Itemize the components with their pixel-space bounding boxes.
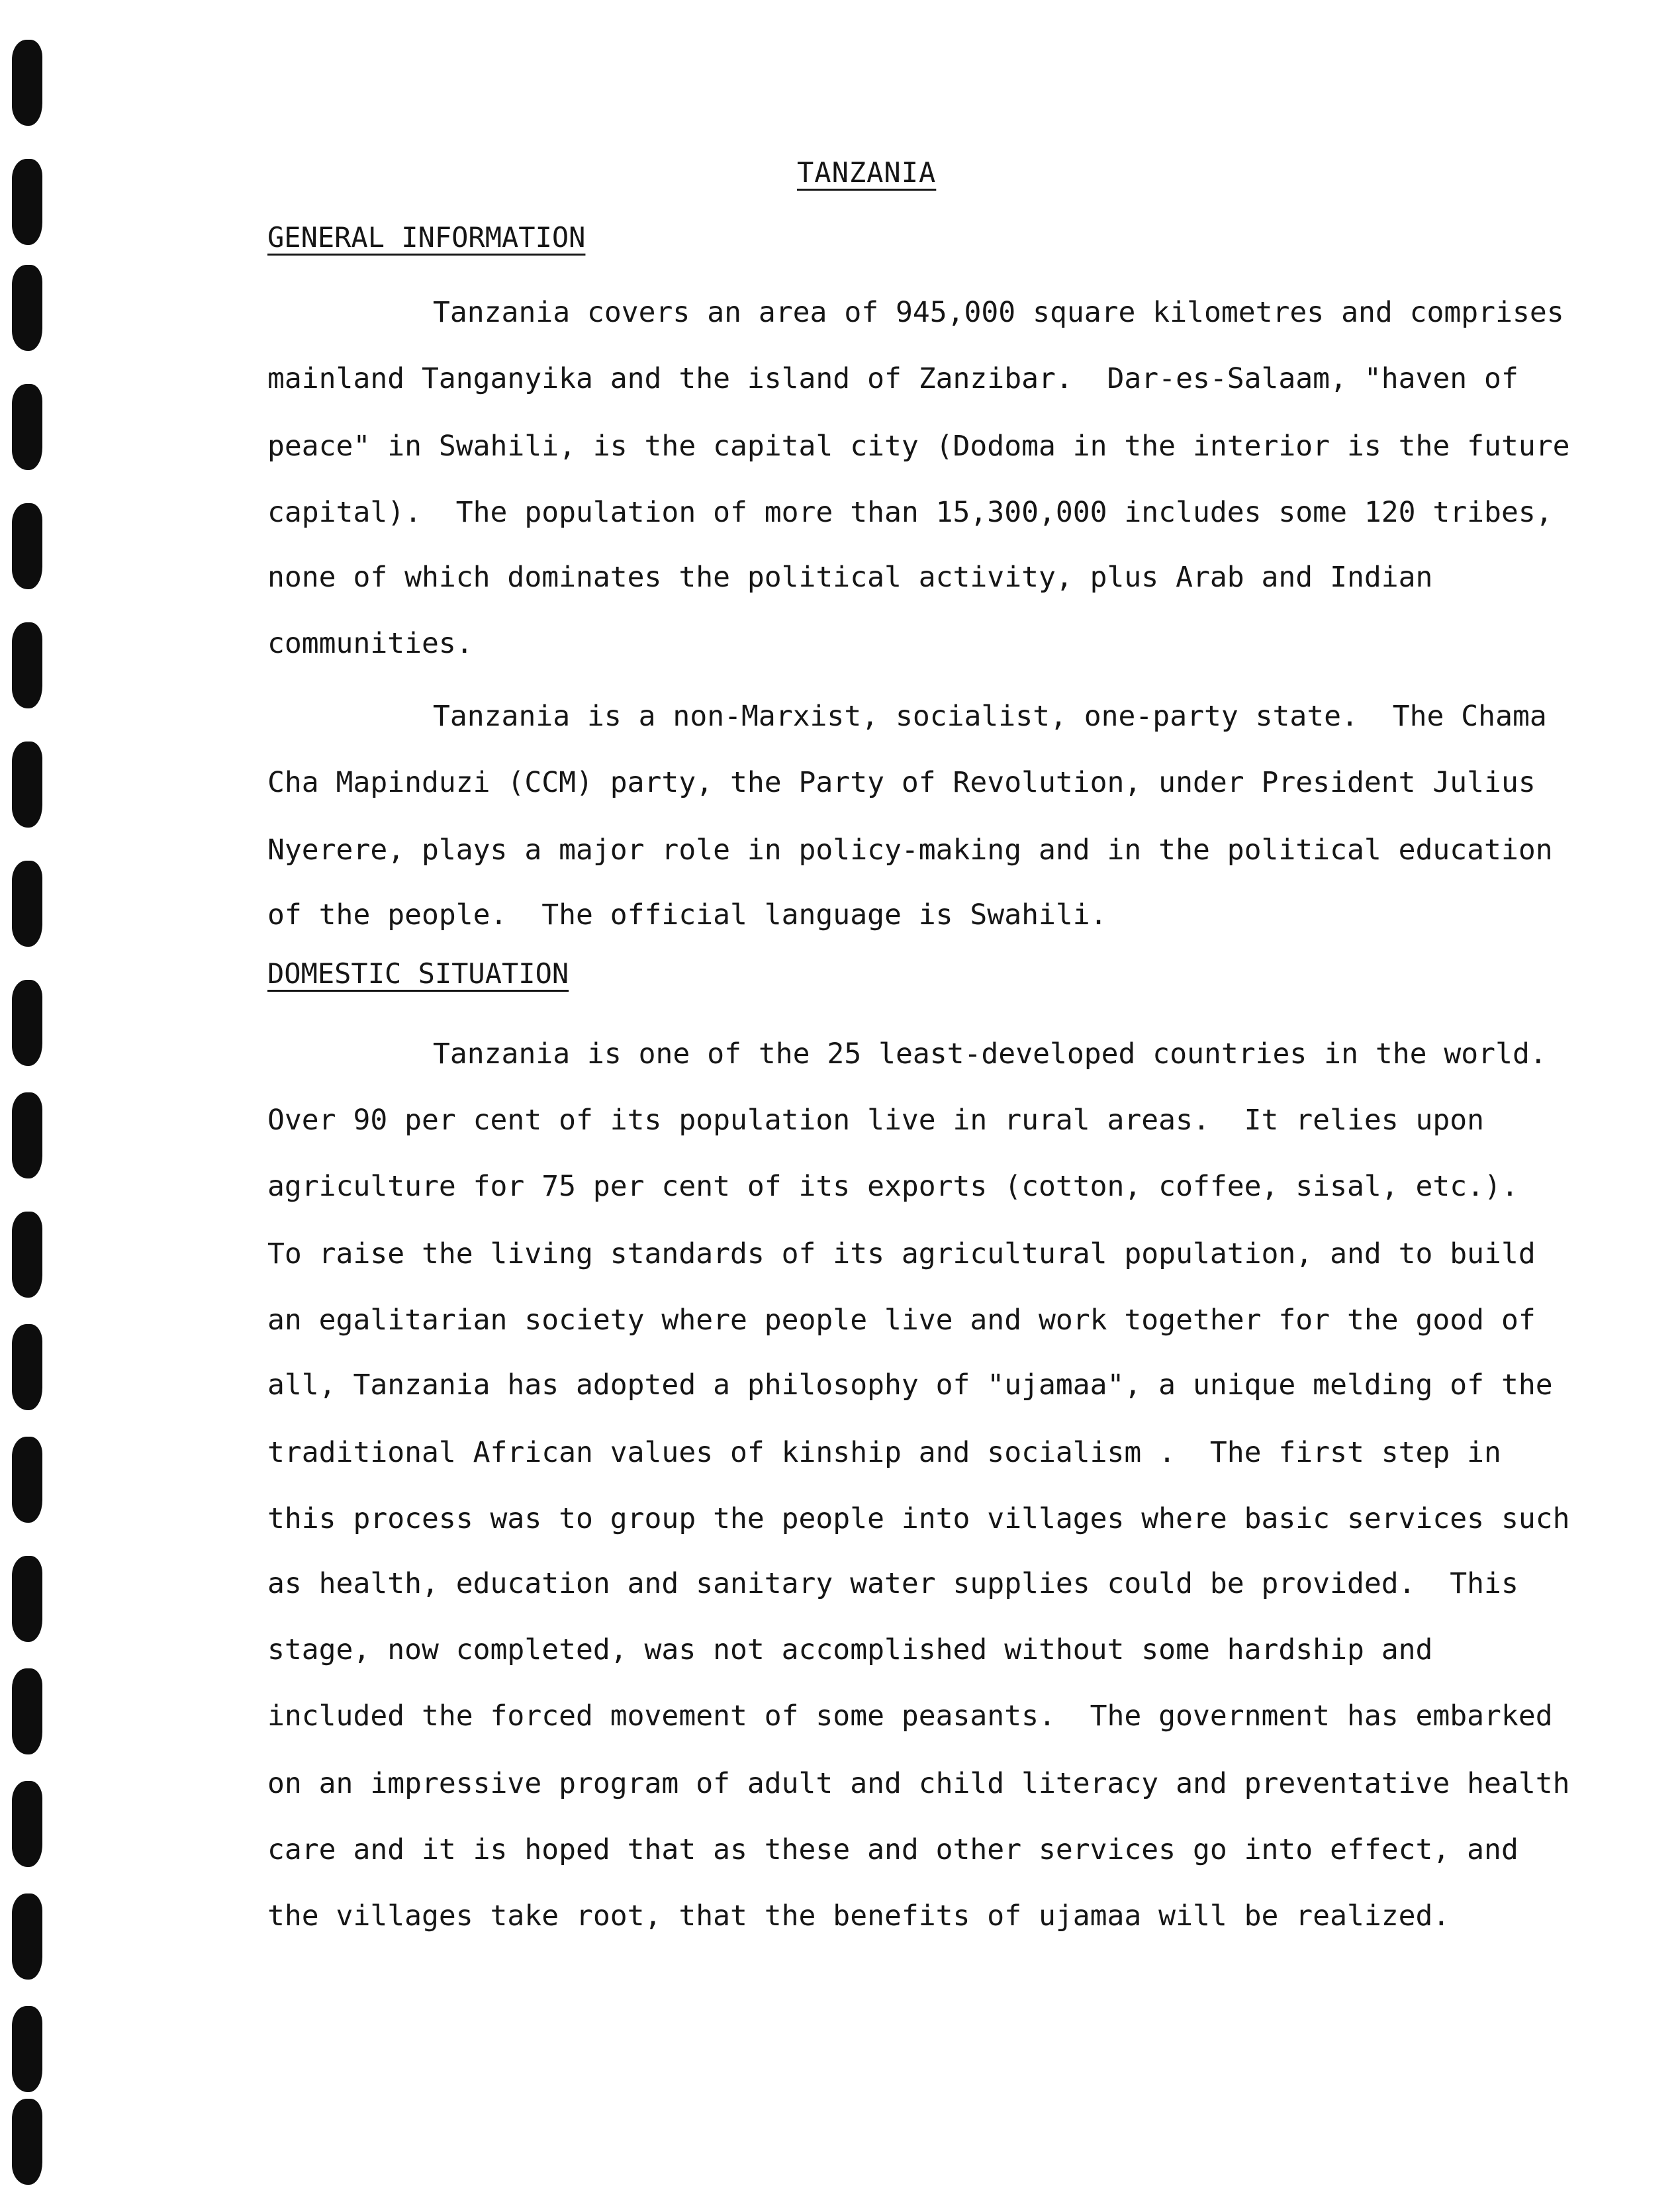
binder-punch-marks [12,40,52,2185]
punch-hole-icon [12,742,42,828]
paragraph-line: care and it is hoped that as these and other services go into effect, and [267,1833,1518,1866]
punch-hole-icon [12,503,42,589]
punch-hole-icon [12,980,42,1066]
paragraph-line: peace" in Swahili, is the capital city (Dodoma in the interior is the future [267,430,1570,463]
punch-hole-icon [12,1212,42,1298]
punch-hole-icon [12,2006,42,2092]
punch-hole-icon [12,159,42,245]
paragraph-line: this process was to group the people into villages where basic services such [267,1502,1570,1535]
punch-hole-icon [12,40,42,126]
paragraph-line: of the people. The official language is Swahili. [267,898,1107,932]
paragraph-line: Cha Mapinduzi (CCM) party, the Party of Revolution, under President Julius [267,766,1536,799]
page-title: TANZANIA [797,156,937,189]
paragraph-line: traditional African values of kinship and socialism . The first step in [267,1436,1501,1469]
paragraph-line: an egalitarian society where people live and work together for the good of [267,1304,1536,1337]
paragraph-line: Tanzania is one of the 25 least-developed countries in the world. [433,1037,1547,1071]
paragraph-line: Nyerere, plays a major role in policy-making and in the political education [267,834,1553,867]
paragraph-line: as health, education and sanitary water supplies could be provided. This [267,1567,1518,1600]
paragraph-line: capital). The population of more than 15,300,000 includes some 120 tribes, [267,496,1553,529]
paragraph-line: Tanzania covers an area of 945,000 square kilometres and comprises [433,296,1564,329]
punch-hole-icon [12,1556,42,1642]
punch-hole-icon [12,1893,42,1980]
punch-hole-icon [12,1092,42,1178]
paragraph-line: stage, now completed, was not accomplished without some hardship and [267,1633,1433,1666]
punch-hole-icon [12,1668,42,1754]
punch-hole-icon [12,1781,42,1867]
paragraph-line: To raise the living standards of its agricultural population, and to build [267,1237,1536,1270]
punch-hole-icon [12,2099,42,2185]
paragraph-line: all, Tanzania has adopted a philosophy of "ujamaa", a unique melding of the [267,1368,1553,1402]
paragraph-line: none of which dominates the political activity, plus Arab and Indian [267,561,1433,594]
paragraph-line: Over 90 per cent of its population live in rural areas. It relies upon [267,1104,1485,1137]
punch-hole-icon [12,384,42,470]
paragraph-line: mainland Tanganyika and the island of Zanzibar. Dar-es-Salaam, "haven of [267,362,1518,395]
paragraph-line: included the forced movement of some peasants. The government has embarked [267,1700,1553,1733]
section-heading-domestic-situation: DOMESTIC SITUATION [267,957,569,990]
punch-hole-icon [12,861,42,947]
paragraph-line: the villages take root, that the benefits of ujamaa will be realized. [267,1899,1450,1933]
paragraph-line: agriculture for 75 per cent of its exports (cotton, coffee, sisal, etc.). [267,1170,1518,1203]
punch-hole-icon [12,1324,42,1410]
punch-hole-icon [12,265,42,351]
punch-hole-icon [12,622,42,708]
paragraph-line: communities. [267,627,473,660]
section-heading-general-information: GENERAL INFORMATION [267,221,586,254]
punch-hole-icon [12,1437,42,1523]
paragraph-line: Tanzania is a non-Marxist, socialist, one-party state. The Chama [433,700,1547,733]
paragraph-line: on an impressive program of adult and child literacy and preventative health [267,1767,1570,1800]
